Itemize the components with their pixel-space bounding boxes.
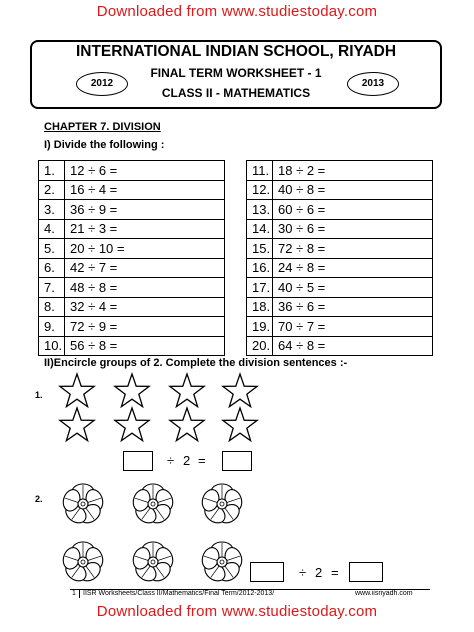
table-row [39,336,225,356]
answer-box-2a[interactable] [250,562,284,582]
table-row [39,180,225,200]
division-question: 40 ÷ 8 = [273,180,433,200]
divisor-1: 2 [183,453,191,468]
flower-icon [200,542,245,585]
table-row [247,239,433,259]
school-name: INTERNATIONAL INDIAN SCHOOL, RIYADH [75,43,397,60]
table-row [39,297,225,317]
star-icon [223,408,257,441]
question-number: 12. [247,180,273,200]
footer-page-number: 1 [72,590,76,597]
division-question: 24 ÷ 8 = [273,258,433,278]
answer-box-1a[interactable] [123,451,153,471]
stars-group [55,372,265,444]
question-number: 13. [247,200,273,220]
division-question: 42 ÷ 7 = [65,258,225,278]
flower-icon [61,484,106,527]
question-number: 2. [39,180,65,200]
footer-path: IISR Worksheets/Class II/Mathematics/Final Term/2012-2013/ [83,590,275,597]
star-icon [60,374,94,407]
division-question: 64 ÷ 8 = [273,336,433,356]
division-question: 40 ÷ 5 = [273,278,433,298]
division-question: 70 ÷ 7 = [273,317,433,337]
question-number: 15. [247,239,273,259]
division-question: 60 ÷ 6 = [273,200,433,220]
division-question: 36 ÷ 6 = [273,297,433,317]
flower-icon [131,542,176,585]
question-number: 8. [39,297,65,317]
table-row [247,161,433,181]
division-table-left [38,160,225,356]
division-question: 30 ÷ 6 = [273,219,433,239]
star-icon [115,408,149,441]
divide-sign-1: ÷ [167,453,175,468]
division-question: 20 ÷ 10 = [65,239,225,259]
table-row [39,239,225,259]
division-question: 48 ÷ 8 = [65,278,225,298]
footer-separator [79,589,80,598]
chapter-title: CHAPTER 7. DIVISION [44,121,161,133]
download-banner-bottom: Downloaded from www.studiestoday.com [96,603,378,620]
table-row [39,317,225,337]
question-number: 10. [39,336,65,356]
division-question: 56 ÷ 8 = [65,336,225,356]
footer-site: www.iisriyadh.com [355,590,413,597]
answer-box-1b[interactable] [222,451,252,471]
table-row [247,278,433,298]
question-number: 5. [39,239,65,259]
question-number: 17. [247,278,273,298]
table-row [39,200,225,220]
question-number: 7. [39,278,65,298]
division-question: 18 ÷ 2 = [273,161,433,181]
division-question: 72 ÷ 8 = [273,239,433,259]
question-2-label: 2. [35,494,43,504]
star-icon [60,408,94,441]
question-number: 4. [39,219,65,239]
star-icon [115,374,149,407]
flower-icon [200,484,245,527]
table-row [39,161,225,181]
division-question: 72 ÷ 9 = [65,317,225,337]
class-title: CLASS II - MATHEMATICS [161,86,311,100]
question-number: 3. [39,200,65,220]
download-banner-top: Downloaded from www.studiestoday.com [96,3,378,20]
question-number: 19. [247,317,273,337]
table-row [39,219,225,239]
division-question: 12 ÷ 6 = [65,161,225,181]
question-number: 11. [247,161,273,181]
equals-sign-1: = [198,453,206,468]
question-1-label: 1. [35,390,43,400]
divide-sign-2: ÷ [299,565,307,580]
flower-icon [131,484,176,527]
division-table-right [246,160,433,356]
division-question: 36 ÷ 9 = [65,200,225,220]
table-row [247,317,433,337]
table-row [247,219,433,239]
question-number: 20. [247,336,273,356]
star-icon [170,374,204,407]
question-number: 18. [247,297,273,317]
question-number: 9. [39,317,65,337]
table-row [247,336,433,356]
question-number: 1. [39,161,65,181]
division-question: 32 ÷ 4 = [65,297,225,317]
answer-box-2b[interactable] [349,562,383,582]
table-row [39,278,225,298]
star-icon [170,408,204,441]
flower-icon [61,542,106,585]
division-question: 21 ÷ 3 = [65,219,225,239]
table-row [39,258,225,278]
worksheet-title: FINAL TERM WORKSHEET - 1 [150,66,322,80]
question-number: 14. [247,219,273,239]
table-row [247,297,433,317]
divisor-2: 2 [315,565,323,580]
table-row [247,180,433,200]
division-question: 16 ÷ 4 = [65,180,225,200]
year-right-badge: 2013 [347,72,399,96]
table-row [247,200,433,220]
section2-title: II)Encircle groups of 2. Complete the division sentences :- [44,357,348,369]
question-number: 6. [39,258,65,278]
equals-sign-2: = [331,565,339,580]
table-row [247,258,433,278]
question-number: 16. [247,258,273,278]
flowers-group [55,476,255,592]
star-icon [223,374,257,407]
year-left-badge: 2012 [76,72,128,96]
section1-title: I) Divide the following : [44,139,165,151]
